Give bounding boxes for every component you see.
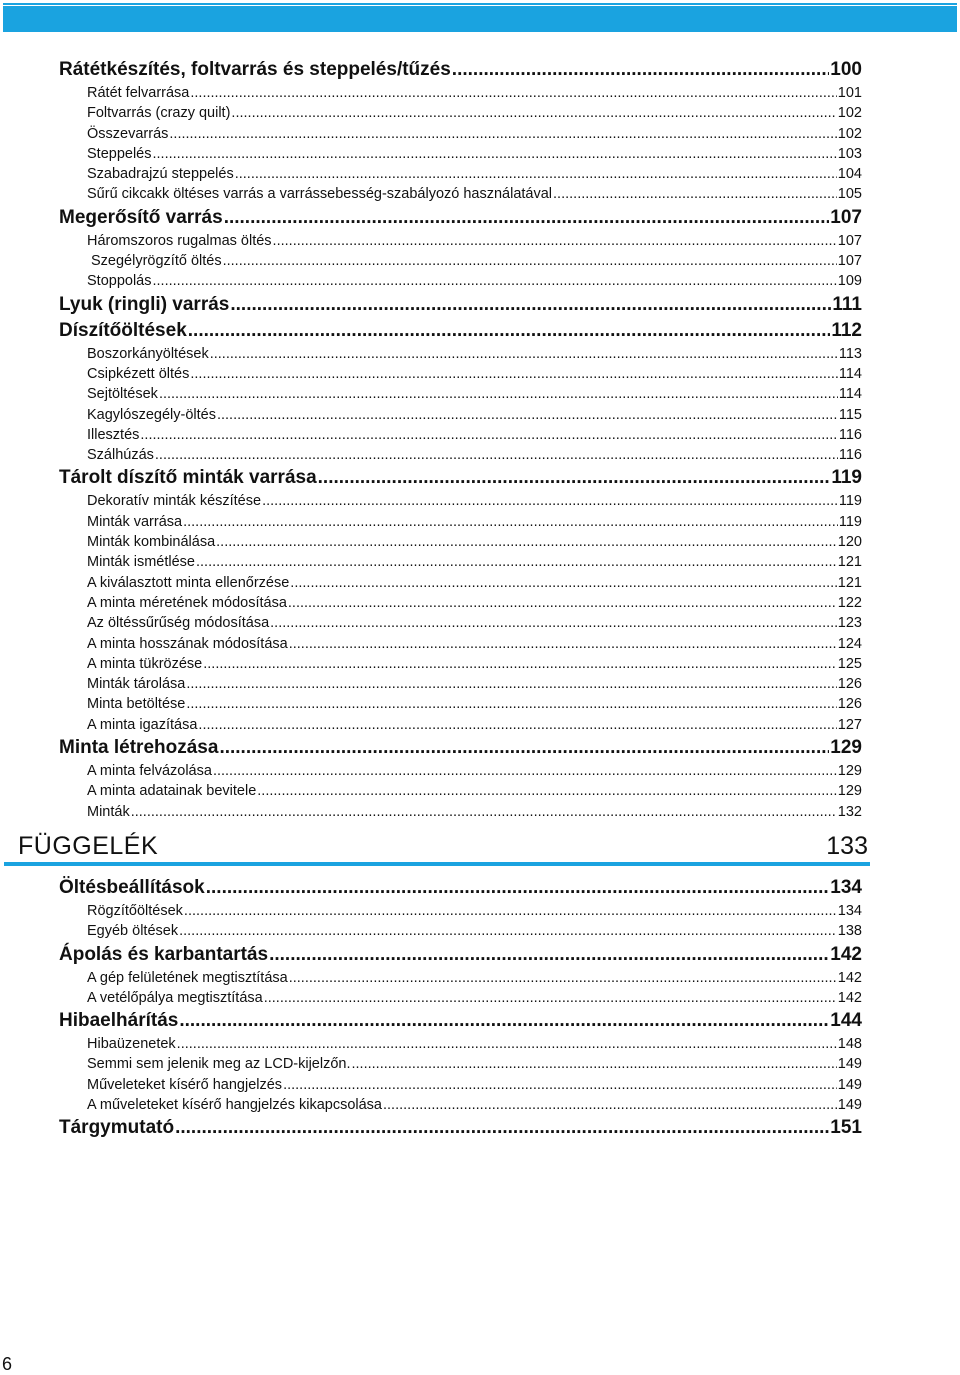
toc-entry-page: 144 <box>830 1010 862 1032</box>
toc-entry-title: Díszítőöltések <box>59 319 187 341</box>
toc-entry[interactable] <box>59 344 862 364</box>
toc-chapter[interactable] <box>59 1008 862 1034</box>
toc-entry[interactable] <box>59 144 862 164</box>
toc-entry[interactable] <box>59 1034 862 1054</box>
dot-leader <box>169 124 836 144</box>
toc-entry[interactable] <box>59 1095 862 1115</box>
dot-leader <box>206 875 830 901</box>
toc-entry-page: 114 <box>838 365 862 382</box>
dot-leader <box>352 1054 837 1074</box>
dot-leader <box>289 968 837 988</box>
toc-entry[interactable] <box>59 425 862 445</box>
dot-leader <box>155 445 838 465</box>
dot-leader <box>190 364 838 384</box>
toc-entry-page: 114 <box>838 386 862 403</box>
appendix-heading <box>18 828 870 866</box>
dot-leader <box>452 57 830 83</box>
toc-entry[interactable] <box>59 968 862 988</box>
dot-leader <box>140 425 837 445</box>
dot-leader <box>270 613 837 633</box>
toc-chapter[interactable] <box>59 875 862 901</box>
dot-leader <box>257 781 837 801</box>
toc-entry-page: 105 <box>837 186 862 203</box>
dot-leader <box>318 465 831 491</box>
dot-leader <box>198 715 836 735</box>
dot-leader <box>235 164 837 184</box>
toc-entry-title: Rátétkészítés, foltvarrás és steppelés/tűzés <box>59 59 451 80</box>
toc-section-1 <box>59 57 862 822</box>
toc-entry-title: Háromszoros rugalmas öltés <box>87 232 272 249</box>
toc-entry-page: 121 <box>837 554 862 571</box>
toc-entry[interactable] <box>59 802 862 822</box>
toc-entry-page: 148 <box>837 1036 862 1053</box>
toc-entry-title: A műveleteket kísérő hangjelzés kikapcsolása <box>87 1097 382 1114</box>
dot-leader <box>203 654 837 674</box>
toc-entry-title: A minta adatainak bevitele <box>87 783 257 800</box>
toc-entry[interactable] <box>59 405 862 425</box>
toc-entry-page: 129 <box>837 783 862 800</box>
toc-entry-page: 132 <box>837 803 862 820</box>
dot-leader <box>264 988 837 1008</box>
toc-chapter[interactable] <box>59 465 862 491</box>
toc-entry-title: Hibaelhárítás <box>59 1010 179 1032</box>
toc-entry[interactable] <box>59 634 862 654</box>
toc-entry[interactable] <box>59 231 862 251</box>
toc-entry-title: A minta tükrözése <box>87 655 203 672</box>
dot-leader <box>213 761 837 781</box>
toc-entry-title: Hibaüzenetek <box>87 1036 176 1053</box>
toc-entry-page: 120 <box>837 534 862 551</box>
toc-entry[interactable] <box>59 512 862 532</box>
dot-leader <box>179 921 837 941</box>
toc-entry-page: 119 <box>838 493 862 510</box>
toc-entry[interactable] <box>59 445 862 465</box>
toc-entry-page: 127 <box>837 716 862 733</box>
toc-entry[interactable] <box>59 251 862 271</box>
toc-entry-page: 142 <box>830 943 862 965</box>
header-bar <box>0 0 960 34</box>
toc-entry-title: Minták varrása <box>87 513 183 530</box>
toc-entry-title: Sűrű cikcakk öltéses varrás a varrássebesség-szabályozó használatával <box>87 186 553 203</box>
toc-entry-title: Egyéb öltések <box>87 923 179 940</box>
dot-leader <box>177 1034 837 1054</box>
dot-leader <box>159 384 838 404</box>
toc-entry-page: 113 <box>838 345 862 362</box>
toc-entry-title: A minta méretének módosítása <box>87 594 287 611</box>
appendix-rule <box>4 862 870 866</box>
toc-entry-title: Összevarrás <box>87 125 169 142</box>
dot-leader <box>290 573 837 593</box>
toc-entry[interactable] <box>59 552 862 572</box>
toc-entry-title: Kagylószegély-öltés <box>87 406 216 423</box>
toc-entry-page: 104 <box>837 166 862 183</box>
dot-leader <box>217 405 838 425</box>
dot-leader <box>184 901 837 921</box>
toc-entry-page: 134 <box>837 903 862 919</box>
toc-entry[interactable] <box>59 103 862 123</box>
dot-leader <box>289 634 837 654</box>
toc-entry[interactable] <box>59 988 862 1008</box>
toc-entry-title: Öltésbeállítások <box>59 877 205 898</box>
dot-leader <box>224 205 830 231</box>
toc-entry-title: A gép felületének megtisztítása <box>87 969 288 986</box>
toc-entry-title: Ápolás és karbantartás <box>59 943 269 965</box>
dot-leader <box>383 1095 837 1115</box>
toc-entry-title: A minta hosszának módosítása <box>87 635 288 652</box>
toc-entry[interactable] <box>59 271 862 291</box>
toc-chapter[interactable] <box>59 1115 862 1141</box>
toc-entry-title: Tárgymutató <box>59 1117 175 1139</box>
toc-entry[interactable] <box>59 921 862 941</box>
header-line <box>3 3 957 5</box>
toc-entry-page: 103 <box>837 145 862 162</box>
dot-leader <box>219 735 829 761</box>
dot-leader <box>175 1115 829 1141</box>
toc-entry-page: 107 <box>837 253 862 270</box>
toc-entry-title: Minták <box>87 803 130 820</box>
toc-entry[interactable] <box>59 364 862 384</box>
toc-entry-page: 116 <box>838 447 862 464</box>
dot-leader <box>231 103 836 123</box>
dot-leader <box>131 802 837 822</box>
appendix-page: 133 <box>826 832 868 860</box>
toc-entry-page: 129 <box>830 737 862 759</box>
toc-entry[interactable] <box>59 1075 862 1095</box>
toc-entry-page: 149 <box>837 1056 862 1073</box>
toc-entry[interactable] <box>59 532 862 552</box>
dot-leader <box>283 1075 837 1095</box>
toc-entry[interactable] <box>59 384 862 404</box>
appendix-title: FÜGGELÉK <box>18 832 159 860</box>
dot-leader <box>153 271 837 291</box>
toc-entry-title: Szálhúzás <box>87 447 154 464</box>
toc-chapter[interactable] <box>59 205 862 231</box>
dot-leader <box>269 942 829 968</box>
toc-entry-title: A vetélőpálya megtisztítása <box>87 989 263 1006</box>
toc-entry-page: 116 <box>838 426 862 443</box>
toc-chapter[interactable] <box>59 57 862 83</box>
dot-leader <box>153 144 837 164</box>
toc-entry[interactable] <box>59 674 862 694</box>
dot-leader <box>216 532 837 552</box>
toc-entry-page: 142 <box>837 969 862 986</box>
toc-entry[interactable] <box>59 184 862 204</box>
toc-entry-title: Steppelés <box>87 145 152 162</box>
toc-entry-title: Minta betöltése <box>87 696 186 713</box>
toc-entry-title: Minták ismétlése <box>87 554 195 571</box>
toc-entry-page: 102 <box>837 125 862 142</box>
toc-entry-title: Csipkézett öltés <box>87 365 190 382</box>
toc-entry[interactable] <box>59 124 862 144</box>
toc-entry-title: Tárolt díszítő minták varrása <box>59 467 317 489</box>
toc-entry[interactable] <box>59 781 862 801</box>
toc-entry-title: Rögzítőöltések <box>87 903 183 919</box>
toc-entry[interactable] <box>59 694 862 714</box>
toc-entry-title: Semmi sem jelenik meg az LCD-kijelzőn. <box>87 1056 351 1073</box>
toc-entry-page: 151 <box>830 1117 862 1139</box>
toc-chapter[interactable] <box>59 735 862 761</box>
toc-entry-title: Az öltéssűrűség módosítása <box>87 615 270 632</box>
toc-entry-page: 119 <box>831 467 862 489</box>
toc-entry-page: 126 <box>837 696 862 713</box>
toc-entry-page: 119 <box>838 513 862 530</box>
toc-entry-page: 125 <box>837 655 862 672</box>
toc-entry[interactable] <box>59 715 862 735</box>
dot-leader <box>186 694 836 714</box>
toc-entry-page: 107 <box>830 206 862 228</box>
toc-entry[interactable] <box>59 491 862 511</box>
toc-entry-page: 115 <box>838 406 862 423</box>
toc-entry-page: 134 <box>830 877 862 898</box>
toc-entry-page: 138 <box>837 923 862 940</box>
toc-chapter[interactable] <box>59 942 862 968</box>
dot-leader <box>183 512 838 532</box>
toc-entry-page: 109 <box>837 273 862 290</box>
toc-entry-page: 126 <box>837 676 862 693</box>
dot-leader <box>223 251 837 271</box>
toc-entry[interactable] <box>59 761 862 781</box>
dot-leader <box>262 491 838 511</box>
toc-entry-title: Sejtöltések <box>87 386 158 403</box>
toc-entry-title: A minta felvázolása <box>87 763 212 780</box>
toc-entry[interactable] <box>59 1054 862 1074</box>
toc-entry-title: Rátét felvarrása <box>87 85 190 101</box>
toc-entry-title: Megerősítő varrás <box>59 206 223 228</box>
toc-entry-title: Minták tárolása <box>87 676 186 693</box>
dot-leader <box>188 318 831 344</box>
toc-entry[interactable] <box>59 613 862 633</box>
dot-leader <box>190 83 836 103</box>
toc-entry-title: Szegélyrögzítő öltés <box>91 253 222 270</box>
toc-entry-title: Szabadrajzú steppelés <box>87 166 234 183</box>
toc-entry-page: 101 <box>837 85 862 101</box>
toc-entry-page: 100 <box>830 59 862 80</box>
toc-entry[interactable] <box>59 593 862 613</box>
toc-entry-title: Minták kombinálása <box>87 534 216 551</box>
toc-entry-title: Minta létrehozása <box>59 737 219 759</box>
toc-entry[interactable] <box>59 573 862 593</box>
toc-entry-title: Foltvarrás (crazy quilt) <box>87 105 231 122</box>
dot-leader <box>210 344 838 364</box>
toc-entry-page: 112 <box>831 319 862 341</box>
toc-entry-page: 149 <box>837 1097 862 1114</box>
toc-entry-page: 123 <box>837 615 862 632</box>
toc-entry-page: 121 <box>837 574 862 591</box>
dot-leader <box>288 593 837 613</box>
dot-leader <box>273 231 837 251</box>
toc-section-2 <box>59 875 862 1141</box>
toc-entry-page: 142 <box>837 989 862 1006</box>
toc-entry-title: Műveleteket kísérő hangjelzés <box>87 1076 283 1093</box>
toc-chapter[interactable] <box>59 292 862 318</box>
toc-entry-title: Lyuk (ringli) varrás <box>59 293 230 315</box>
toc-entry-title: Stoppolás <box>87 273 152 290</box>
toc-entry-page: 111 <box>832 293 862 315</box>
toc-entry-title: Illesztés <box>87 426 140 443</box>
toc-entry-title: Boszorkányöltések <box>87 345 209 362</box>
dot-leader <box>179 1008 829 1034</box>
toc-chapter[interactable] <box>59 318 862 344</box>
toc-entry-page: 107 <box>837 232 862 249</box>
toc-entry[interactable] <box>59 901 862 921</box>
dot-leader <box>553 184 837 204</box>
toc-entry-page: 149 <box>837 1076 862 1093</box>
toc-entry[interactable] <box>59 164 862 184</box>
header-band <box>3 6 957 32</box>
toc-entry[interactable] <box>59 654 862 674</box>
toc-entry-page: 129 <box>837 763 862 780</box>
toc-entry-title: A kiválasztott minta ellenőrzése <box>87 574 290 591</box>
toc-entry-title: A minta igazítása <box>87 716 198 733</box>
toc-entry-page: 124 <box>837 635 862 652</box>
dot-leader <box>196 552 837 572</box>
toc-entry[interactable] <box>59 83 862 103</box>
toc-entry-page: 122 <box>837 594 862 611</box>
toc-entry-title: Dekoratív minták készítése <box>87 493 262 510</box>
dot-leader <box>230 292 831 318</box>
dot-leader <box>186 674 836 694</box>
page-number: 6 <box>2 1354 13 1374</box>
toc-entry-page: 102 <box>837 105 862 122</box>
